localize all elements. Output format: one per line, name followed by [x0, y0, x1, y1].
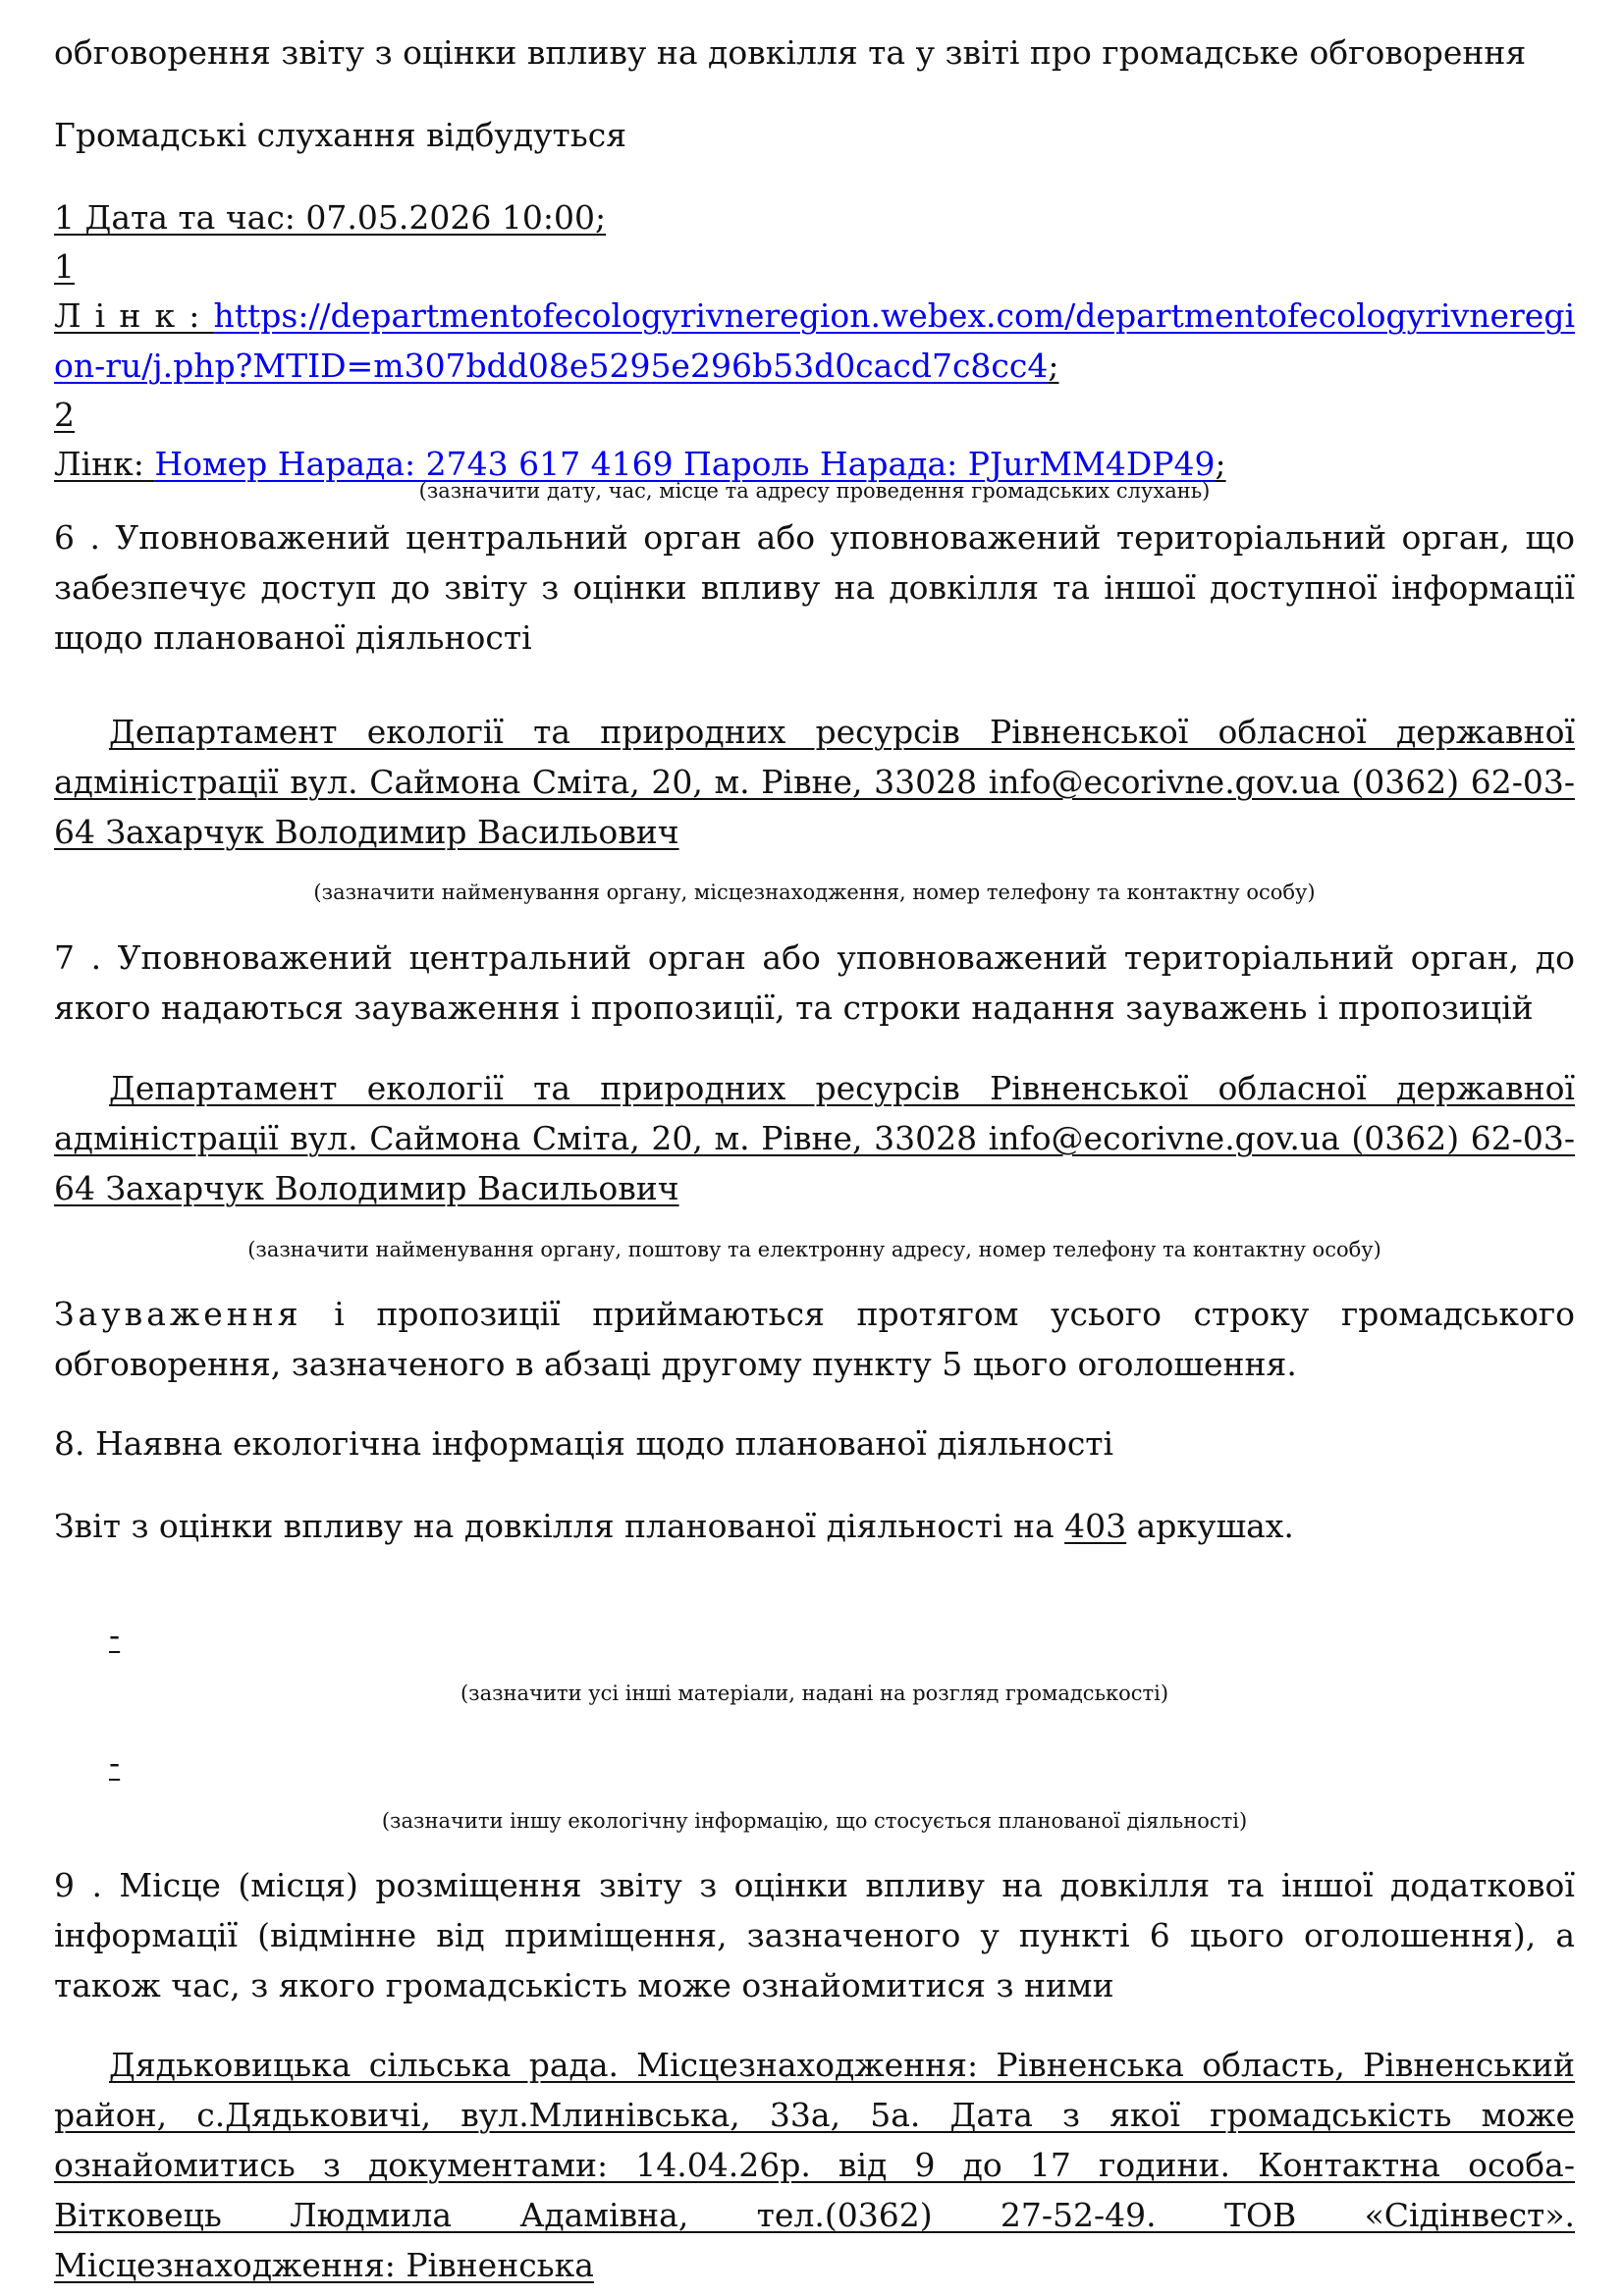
hearing-details: [54, 192, 1575, 504]
meeting-link[interactable]: Номер Нарада: 2743 617 4169 Пароль Нарада: PJurMM4DP49: [154, 445, 1216, 483]
section-title-text: . Уповноважений центральний орган або уповноважений територіальний орган, що забезпечує доступ до звіту з оцінки впливу на довкілля та іншої доступної інформації щодо планованої діяльності: [54, 518, 1575, 657]
report-sheet-count: 403: [1064, 1507, 1127, 1545]
eco-info-note: (зазначити іншу екологічну інформацію, що стосується планованої діяльності): [381, 1809, 1248, 1833]
hearing-item-number: 2: [54, 396, 75, 434]
section-8-title: 8. Наявна екологічна інформація щодо планованої діяльності: [54, 1424, 1114, 1463]
webex-link[interactable]: https://departmentofecologyrivneregion.webex.com/departmentofecologyrivneregion-ru/j.php?MTID=m307bdd08e5295e296b53d0cacd7c8cc4: [54, 296, 1575, 385]
section-number: 6: [54, 518, 90, 557]
section-number: 9: [54, 1866, 92, 1904]
hearing-date: 1 Дата та час: 07.05.2026 10:00;: [54, 198, 607, 237]
section-7-title: [54, 933, 1575, 1033]
eco-info-dash: -: [109, 1743, 121, 1782]
hearing-item-number: 1: [54, 247, 75, 286]
section-7-note: (зазначити найменування органу, поштову та електронну адресу, номер телефону та контактну особу): [247, 1238, 1381, 1261]
section-6-note: (зазначити найменування органу, місцезнаходження, номер телефону та контактну особу): [313, 881, 1316, 904]
report-text-end: аркушах.: [1126, 1507, 1294, 1545]
paragraph-intro: обговорення звіту з оцінки впливу на довкілля та у звіті про громадське обговорення: [54, 33, 1527, 72]
section-number: 7: [54, 938, 91, 977]
materials-dash: -: [109, 1616, 121, 1654]
section-9-body: Дядьковицька сільська рада. Місцезнаходження: Рівненська область, Рівненський район, с.Дядьковичі, вул.Млинівська, 33а, 5а. Дата з якої громадськість може ознайомитись з документами: 14.04.26р. від 9 до 17 години. Контактна особа- Вітковець Людмила Адамівна, тел.(0362) 27-52-49. ТОВ «Сідінвест». Місцезнаходження: Рівненська: [54, 2046, 1575, 2284]
remarks-paragraph: [54, 1289, 1575, 1389]
link-label: Л і н к :: [54, 296, 214, 335]
section-7-body: Департамент екології та природних ресурсів Рівненської обласної державної адміністрації вул. Саймона Сміта, 20, м. Рівне, 33028 info@ecorivne.gov.ua (0362) 62-03-64 Захарчук Володимир Васильович: [54, 1069, 1575, 1207]
hearing-heading: Громадські слухання відбудуться: [54, 116, 627, 154]
report-text: Звіт з оцінки впливу на довкілля планованої діяльності на: [54, 1507, 1065, 1545]
link-semicolon: ;: [1048, 347, 1059, 385]
remarks-word: Зауваження: [54, 1295, 302, 1333]
section-title-text: . Уповноважений центральний орган або уповноважений територіальний орган, до якого надаються зауваження і пропозиції, та строки надання зауважень і пропозицій: [54, 938, 1575, 1027]
link-semicolon: ;: [1215, 445, 1226, 483]
section-6-title: [54, 512, 1575, 663]
link-label: Лінк:: [54, 445, 155, 483]
hearing-link-1: [54, 291, 1575, 391]
remarks-text: і пропозиції приймаються протягом усього строку громадського обговорення, зазначеного в абзаці другому пункту 5 цього оголошення.: [54, 1295, 1575, 1383]
report-info: [54, 1501, 1294, 1551]
section-6-body: Департамент екології та природних ресурсів Рівненської обласної державної адміністрації вул. Саймона Сміта, 20, м. Рівне, 33028 info@ecorivne.gov.ua (0362) 62-03-64 Захарчук Володимир Васильович: [54, 713, 1575, 851]
section-title-text: . Місце (місця) розміщення звіту з оцінки впливу на довкілля та іншої додаткової інформації (відмінне від приміщення, зазначеного у пункті 6 цього оголошення), а також час, з якого громадськість може ознайомитися з ними: [54, 1866, 1575, 2004]
hearing-note: (зазначити дату, час, місце та адресу проведення громадських слухань): [418, 479, 1211, 503]
section-9-title: [54, 1860, 1575, 2010]
materials-note: (зазначити усі інші матеріали, надані на розгляд громадськості): [460, 1682, 1169, 1705]
